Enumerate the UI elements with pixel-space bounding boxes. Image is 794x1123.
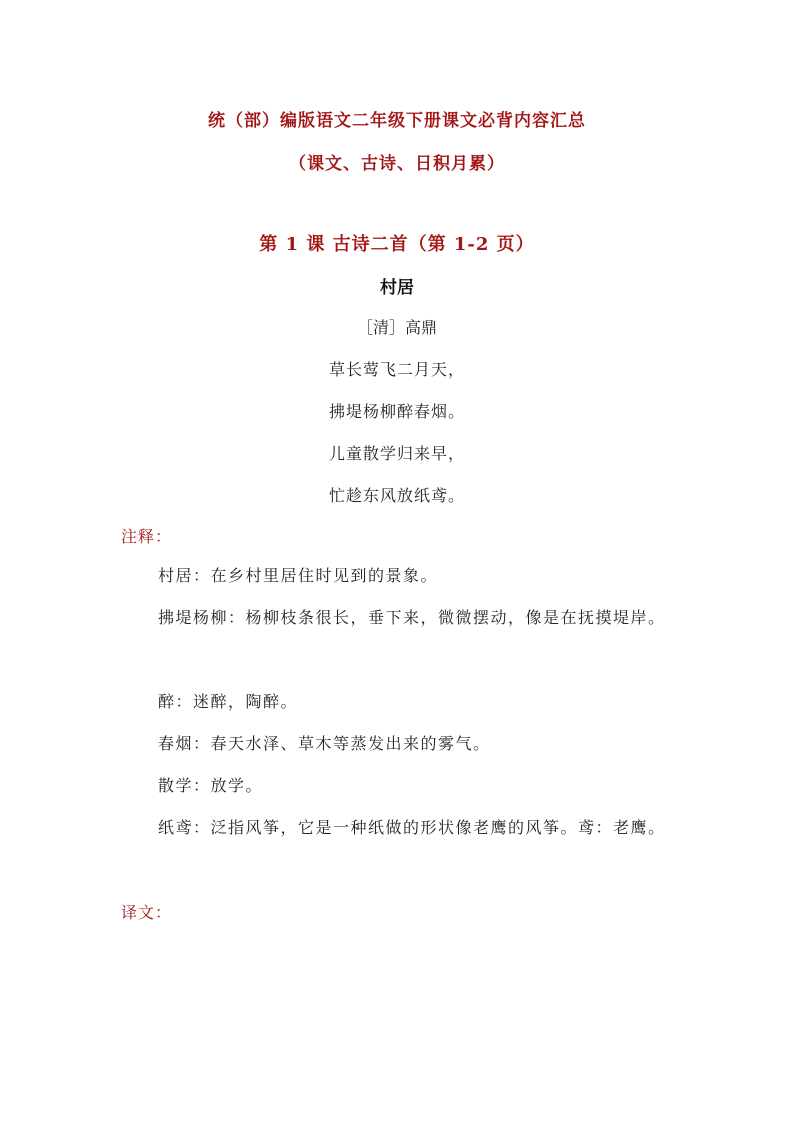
poem-line-1: 草长莺飞二月天， bbox=[328, 360, 465, 379]
poem-author: ［清］高鼎 bbox=[356, 318, 437, 337]
note-item-zui: 醉：迷醉，陶醉。 bbox=[158, 692, 299, 711]
document-title: 统（部）编版语文二年级下册课文必背内容汇总 bbox=[208, 111, 586, 131]
poem-line-3: 儿童散学归来早， bbox=[328, 444, 465, 463]
note-item-zhiyuan: 纸鸢：泛指风筝，它是一种纸做的形状像老鹰的风筝。鸢：老鹰。 bbox=[158, 818, 666, 837]
note-item-fudi-yangliu: 拂堤杨柳：杨柳枝条很长，垂下来，微微摆动，像是在抚摸堤岸。 bbox=[158, 608, 666, 627]
note-item-cunju: 村居：在乡村里居住时见到的景象。 bbox=[158, 566, 439, 585]
note-item-chunyan: 春烟：春天水泽、草木等蒸发出来的雾气。 bbox=[158, 734, 491, 753]
lesson-title: 第 1 课 古诗二首（第 1-2 页） bbox=[259, 234, 535, 255]
poem-line-2: 拂堤杨柳醉春烟。 bbox=[328, 402, 465, 421]
poem-line-4: 忙趁东风放纸鸢。 bbox=[328, 486, 465, 505]
notes-label: 注释： bbox=[121, 527, 173, 546]
poem-title: 村居 bbox=[380, 278, 414, 298]
translation-label: 译文： bbox=[121, 903, 173, 922]
note-item-sanxue: 散学：放学。 bbox=[158, 776, 264, 795]
document-subtitle: （课文、古诗、日积月累） bbox=[289, 154, 505, 174]
